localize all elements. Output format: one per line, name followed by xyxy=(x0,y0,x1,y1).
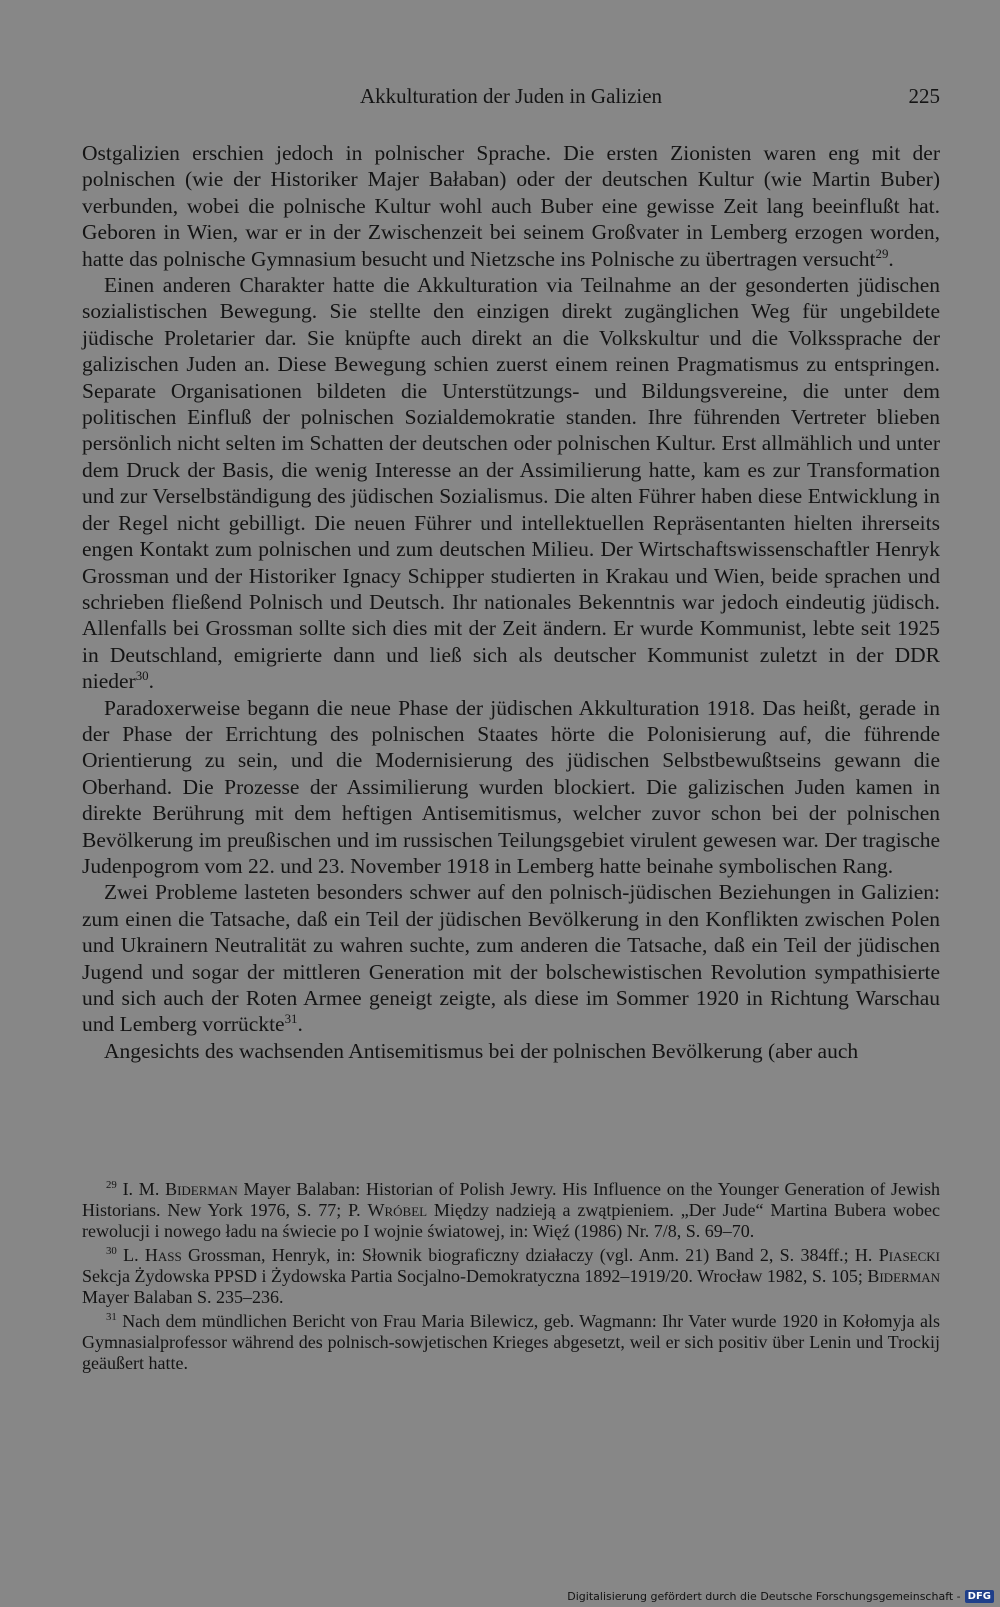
footnote-number: 30 xyxy=(106,1245,117,1257)
author-name: Biderman xyxy=(165,1179,238,1199)
footnote: $^{30}$ L. Hass Grossman, Henryk, in: Słownik biograficzny działaczy (vgl. Anm. 21) Band 2, S. 384ff.; H. Piasecki Sekcja Żydowska PPSD i Żydowska Partia Socjalno-Demokratyczna 1892–1919/20. Wrocław 1982, S. 105; Biderman Mayer Balaban S. 235–236. xyxy=(82,1245,941,1307)
footnote-ref[interactable]: 29 xyxy=(875,246,889,261)
paragraph: Zwei Probleme lasteten besonders schwer auf den polnisch-jüdischen Beziehungen in Galizien: zum einen die Tatsache, daß ein Teil der jüdischen Bevölkerung in den Konflikten zwischen Polen und Ukrainern Neutralität zu wahren suchte, zum anderen die Tatsache, daß ein Teil der jüdischen Jugend und sogar der mittleren Generation mit der bolschewistischen Revolution sympathisierte und sich auch der Roten Armee geneigt zeigte, als diese im Sommer 1920 in Richtung Warschau und Lemberg vorrückte$^{31}$. xyxy=(82,880,940,1037)
author-name: Hass xyxy=(144,1245,182,1265)
digitization-footer xyxy=(567,1590,994,1603)
footnotes xyxy=(82,1179,940,1377)
paragraph: Paradoxerweise begann die neue Phase der jüdischen Akkulturation 1918. Das heißt, gerade in der Phase der Errichtung des polnischen Staates hörte die Polonisierung auf, die führende Orientierung zu sein, und die Modernisierung des jüdischen Selbstbewußtseins gewann die Oberhand. Die Prozesse der Assimilierung wurden blockiert. Die galizischen Juden kamen in direkte Berührung mit dem heftigen Antisemitismus, welcher zuvor schon bei der polnischen Bevölkerung im preußischen und im russischen Teilungsgebiet virulent gewesen war. Der tragische Judenpogrom vom 22. und 23. November 1918 in Lemberg hatte beinahe symbolischen Rang. xyxy=(82,695,940,878)
paragraph: Einen anderen Charakter hatte die Akkulturation via Teilnahme an der gesonderten jüdischen sozialistischen Bewegung. Sie stellte den einzigen direkt zugänglichen Weg für ungebildete jüdische Proletarier dar. Sie knüpfte auch direkt an die Volkskultur und die Volkssprache der galizischen Juden an. Diese Bewegung schien zuerst einem reinen Pragmatismus zu entspringen. Separate Organisationen bildeten die Unterstützungs- und Bildungsvereine, die unter dem politischen Einfluß der polnischen Sozialdemokratie standen. Ihre führenden Vertreter blieben persönlich nicht selten im Schatten der deutschen oder polnischen Kultur. Erst allmählich und unter dem Druck der Basis, die wenig Interesse an der Assimilierung hatte, kam es zur Transformation und zur Verselbständigung des jüdischen Sozialismus. Die alten Führer haben diese Entwicklung in der Regel nicht gebilligt. Die neuen Führer und intellektuellen Repräsentanten hielten ihrerseits engen Kontakt zum polnischen und zum deutschen Milieu. Der Wirtschaftswissenschaftler Henryk Grossman und der Historiker Ignacy Schipper studierten in Krakau und Wien, beide sprachen und schrieben fließend Polnisch und Deutsch. Ihr nationales Bekenntnis war jedoch eindeutig jüdisch. Allenfalls bei Grossman sollte sich dies mit der Zeit ändern. Er wurde Kommunist, lebte seit 1925 in Deutschland, emigrierte dann und ließ sich als deutscher Kommunist zuletzt in der DDR nieder$^{30}$. xyxy=(82,273,940,694)
page-number: 225 xyxy=(908,84,940,108)
running-header xyxy=(82,82,940,112)
running-title: Akkulturation der Juden in Galizien xyxy=(359,84,663,108)
footnote: $^{29}$ I. M. Biderman Mayer Balaban: Historian of Polish Jewry. His Influence on the Younger Generation of Jewish Historians. New York 1976, S. 77; P. Wróbel Między nadzieją a zwątpieniem. „Der Jude“ Martina Bubera wobec rewolucji i nowego ładu na świecie po I wojnie światowej, in: Więź (1986) Nr. 7/8, S. 69–70. xyxy=(82,1179,941,1241)
paragraph: Ostgalizien erschien jedoch in polnischer Sprache. Die ersten Zionisten waren eng mit der polnischen (wie der Historiker Majer Bałaban) oder der deutschen Kultur (wie Martin Buber) verbunden, wobei die polnische Kultur wohl auch Buber eine gewisse Zeit lang beeinflußt hat. Geboren in Wien, war er in der Zwischenzeit bei seinem Großvater in Lemberg erzogen worden, hatte das polnische Gymnasium besucht und Nietzsche ins Polnische zu übertragen versucht$^{29}$. xyxy=(82,141,940,271)
footnote: $^{31}$ Nach dem mündlichen Bericht von Frau Maria Bilewicz, geb. Wagmann: Ihr Vater wurde 1920 in Kołomyja als Gymnasialprofessor während des polnisch-sowjetischen Krieges abgesetzt, weil er sich positiv über Lenin und Trockij geäußert hatte. xyxy=(82,1311,941,1373)
footnote-number: 29 xyxy=(106,1179,117,1191)
footnote-ref[interactable]: 31 xyxy=(284,1012,298,1027)
footnote-ref[interactable]: 30 xyxy=(135,668,149,683)
author-name: Wróbel xyxy=(367,1200,428,1220)
author-name: Biderman xyxy=(867,1266,941,1286)
dfg-logo: DFG xyxy=(965,1590,994,1603)
paragraph: Angesichts des wachsenden Antisemitismus bei der polnischen Bevölkerung (aber auch xyxy=(104,1038,859,1063)
author-name: Piasecki xyxy=(878,1245,941,1265)
footer-text: Digitalisierung gefördert durch die Deutsche Forschungsgemeinschaft - xyxy=(567,1590,961,1603)
main-text xyxy=(82,140,940,1064)
footnote-number: 31 xyxy=(106,1311,117,1323)
